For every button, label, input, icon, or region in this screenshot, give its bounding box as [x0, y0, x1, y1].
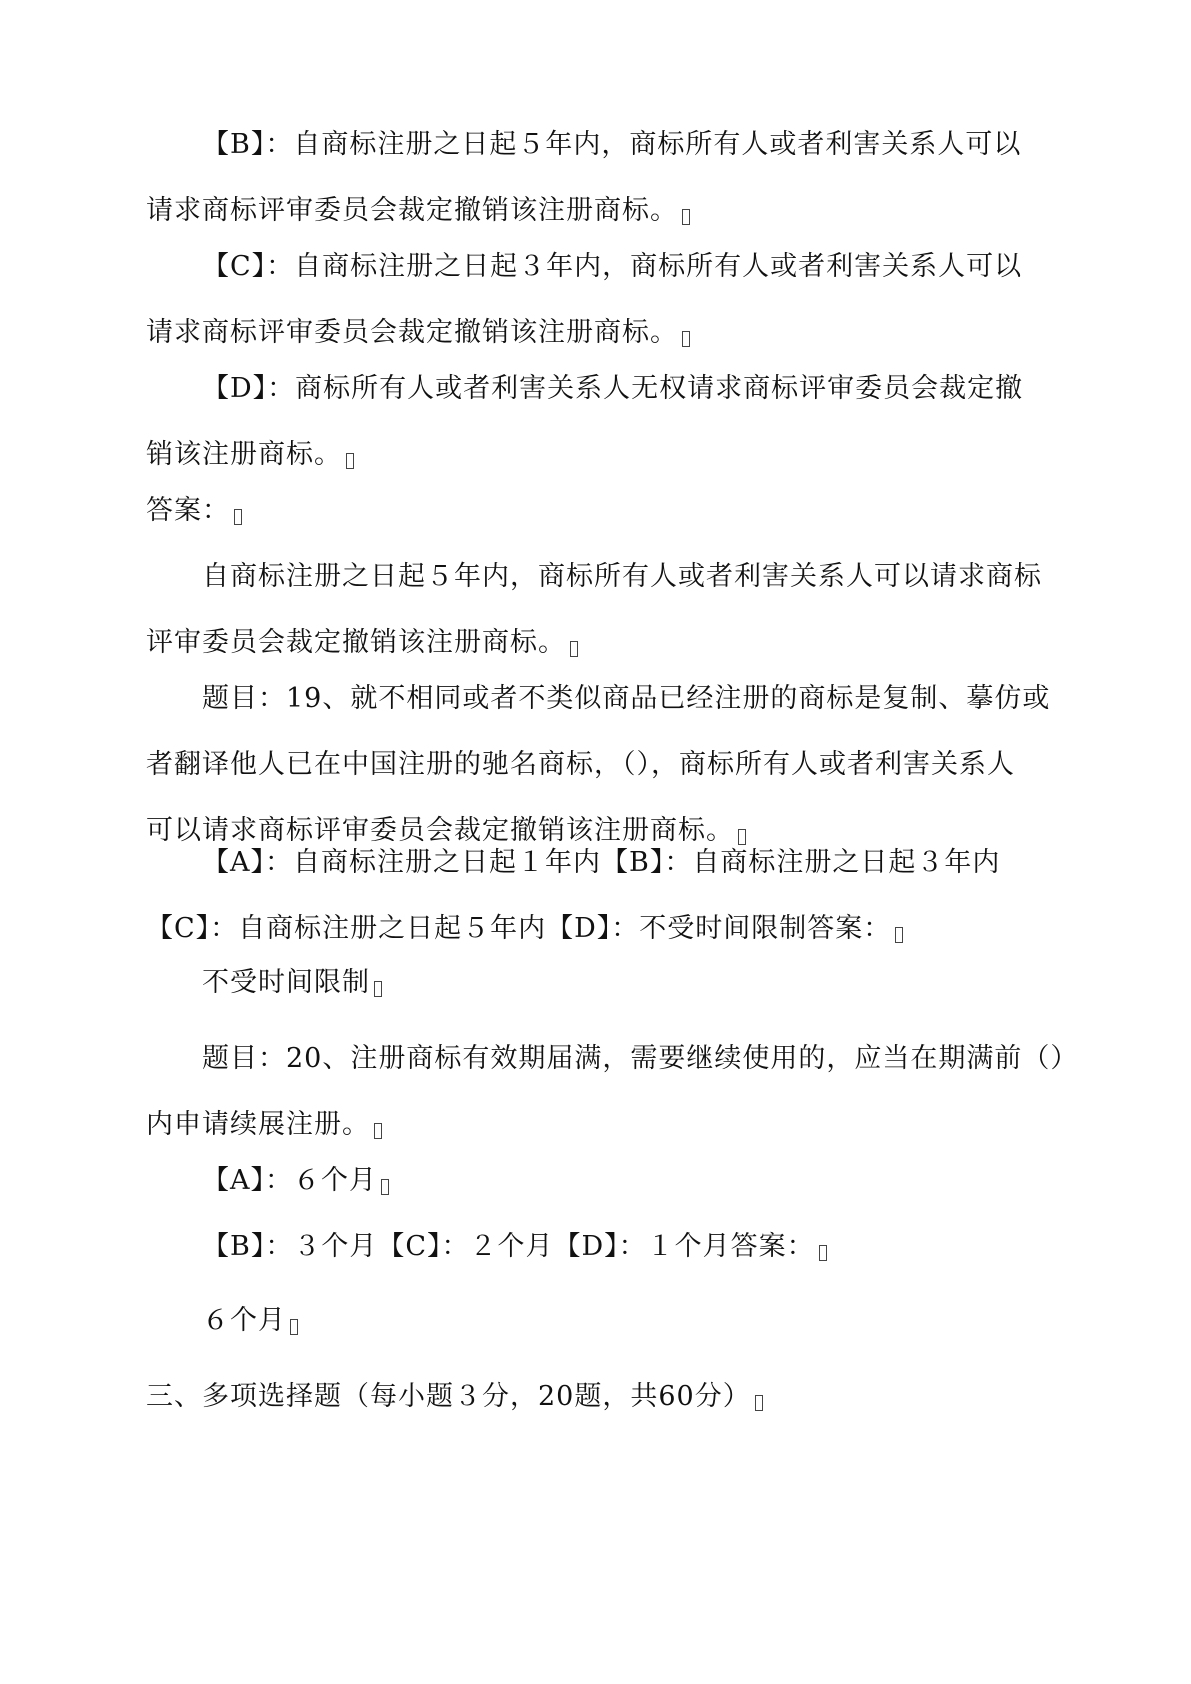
paragraph-mark-icon — [682, 331, 690, 347]
text-line: 评审委员会裁定撤销该注册商标。 — [146, 610, 1046, 676]
paragraph-mark-icon — [346, 453, 354, 469]
text-line: 【A】：自商标注册之日起１年内【B】：自商标注册之日起３年内 — [202, 847, 1001, 878]
text-line: 答案： — [146, 478, 1046, 544]
text-line: 【C】：自商标注册之日起５年内【D】：不受时间限制答案： — [146, 896, 1046, 962]
text-line: 题目：20、注册商标有效期届满，需要继续使用的，应当在期满前（） — [202, 1043, 1079, 1074]
paragraph-mark-icon — [234, 509, 242, 525]
text-line: 请求商标评审委员会裁定撤销该注册商标。 — [146, 300, 1046, 366]
text-line: ６个月 — [146, 1288, 1046, 1354]
option-d-paragraph — [146, 356, 1046, 488]
question-20-answer — [146, 1288, 1046, 1354]
question-19-answer — [146, 950, 1046, 1016]
option-c-paragraph — [146, 234, 1046, 366]
text-line: 内申请续展注册。 — [146, 1092, 1046, 1158]
text-line: 【D】：商标所有人或者利害关系人无权请求商标评审委员会裁定撤 — [202, 373, 1024, 404]
text-line: 销该注册商标。 — [146, 422, 1046, 488]
paragraph-mark-icon — [374, 981, 382, 997]
paragraph-mark-icon — [290, 1319, 298, 1335]
paragraph-mark-icon — [819, 1245, 827, 1261]
question-19-options — [146, 830, 1046, 962]
paragraph-mark-icon — [682, 209, 690, 225]
text-line: 请求商标评审委员会裁定撤销该注册商标。 — [146, 178, 1046, 244]
text-line: 三、多项选择题（每小题３分，20题，共60分） — [146, 1364, 1046, 1430]
option-b-paragraph — [146, 112, 1046, 244]
text-line: 可以请求商标评审委员会裁定撤销该注册商标。 — [146, 798, 1046, 864]
paragraph-mark-icon — [381, 1179, 389, 1195]
paragraph-mark-icon — [755, 1395, 763, 1411]
text-line: 题目：19、就不相同或者不类似商品已经注册的商标是复制、摹仿或 — [202, 683, 1051, 714]
text-line: 【A】：６个月 — [146, 1148, 1046, 1214]
answer-text — [146, 544, 1046, 676]
section-heading — [146, 1364, 1046, 1430]
question-20 — [146, 1026, 1079, 1158]
paragraph-mark-icon — [374, 1123, 382, 1139]
text-line: 不受时间限制 — [146, 950, 1046, 1016]
paragraph-mark-icon — [895, 927, 903, 943]
text-line: 【B】：自商标注册之日起５年内，商标所有人或者利害关系人可以 — [202, 129, 1022, 160]
text-line: 【B】：３个月【C】：２个月【D】：１个月答案： — [146, 1214, 1046, 1280]
paragraph-mark-icon — [570, 641, 578, 657]
text-line: 自商标注册之日起５年内，商标所有人或者利害关系人可以请求商标 — [202, 561, 1042, 592]
answer-label — [146, 478, 1046, 544]
text-line: 【C】：自商标注册之日起３年内，商标所有人或者利害关系人可以 — [202, 251, 1023, 282]
text-line: 者翻译他人已在中国注册的驰名商标，（），商标所有人或者利害关系人 — [146, 749, 1015, 780]
question-20-option-a — [146, 1148, 1046, 1214]
question-20-options — [146, 1214, 1046, 1280]
